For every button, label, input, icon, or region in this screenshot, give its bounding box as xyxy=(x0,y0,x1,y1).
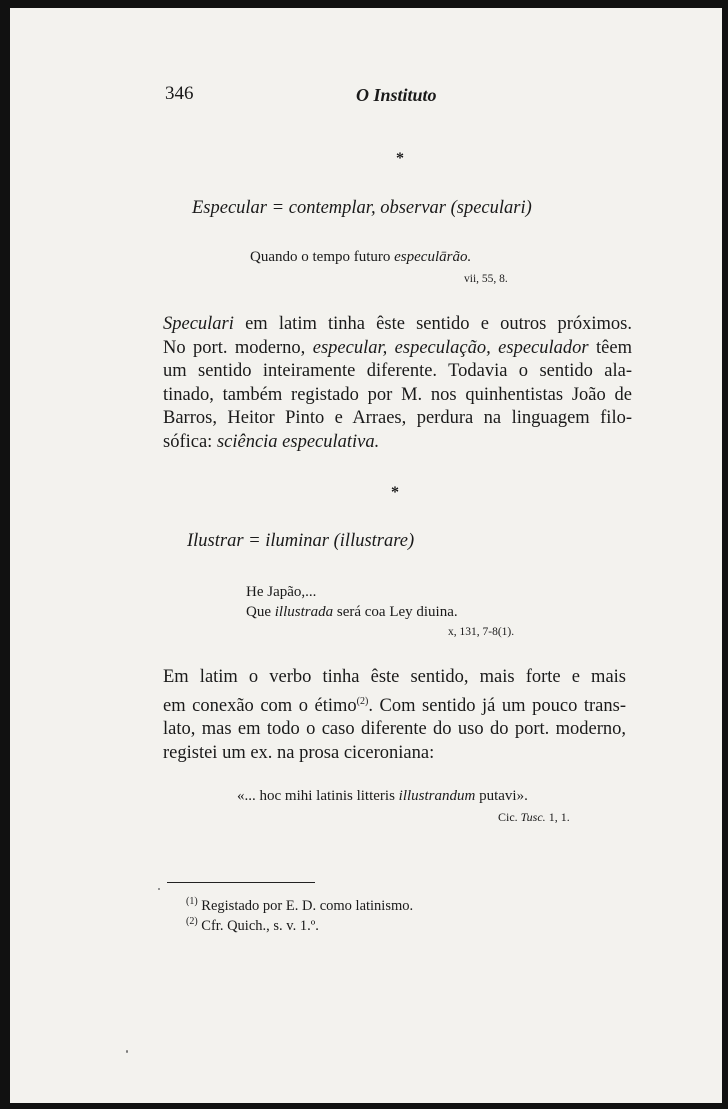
text-line: Em latim o verbo tinha êste sentido, mais forte e mais xyxy=(163,667,626,687)
page-number: 346 xyxy=(165,83,194,104)
latin-reference: Cic. Tusc. 1, 1. xyxy=(498,810,570,824)
book-page xyxy=(10,8,722,1103)
text-line: Speculari em latim tinha êste sentido e outros próximos. xyxy=(163,314,632,334)
text-line: um sentido inteiramente diferente. Todavia o sentido ala- xyxy=(163,361,632,381)
quote-especular: Quando o tempo futuro especulārão. xyxy=(250,249,472,265)
latin-quote: «... hoc mihi latinis litteris illustrandum putavi». xyxy=(237,788,528,804)
paper-speck xyxy=(126,1050,128,1053)
paper-speck xyxy=(158,888,160,890)
quote-reference: vii, 55, 8. xyxy=(464,273,508,285)
running-title: O Instituto xyxy=(356,85,437,105)
quote-reference: x, 131, 7-8(1). xyxy=(448,626,515,638)
footnote: $^{(1)}$ Registado por E. D. como latinismo. xyxy=(186,896,414,914)
text-line: lato, mas em todo o caso diferente do uso do port. moderno, xyxy=(163,719,626,740)
text-line: Barros, Heitor Pinto e Arraes, perdura na linguagem filo- xyxy=(163,408,632,428)
section-separator: * xyxy=(391,484,399,501)
section-separator: * xyxy=(396,150,404,167)
quote-line: Que illustrada será coa Ley diuina. xyxy=(246,604,458,620)
text-line: sófica: sciência especulativa. xyxy=(163,431,380,452)
footnote: $^{(2)}$ Cfr. Quich., s. v. 1.º. xyxy=(186,916,319,934)
entry-heading-ilustrar: Ilustrar = iluminar (illustrare) xyxy=(187,531,415,551)
text-line: em conexão com o étimo$^{(2)}$. Com sentido já um pouco trans- xyxy=(163,695,627,716)
entry-heading-especular: Especular = contemplar, observar (speculari) xyxy=(192,198,532,218)
paragraph-ilustrar xyxy=(163,666,626,765)
text-line: registei um ex. na prosa ciceroniana: xyxy=(163,742,435,763)
text-line: No port. moderno, especular, especulação, especulador têem xyxy=(163,337,632,358)
footnote-rule xyxy=(167,882,315,883)
text-line: tinado, também registado por M. nos quinhentistas João de xyxy=(163,384,632,405)
quote-line: He Japão,... xyxy=(246,584,317,600)
paragraph-especular xyxy=(163,313,632,454)
